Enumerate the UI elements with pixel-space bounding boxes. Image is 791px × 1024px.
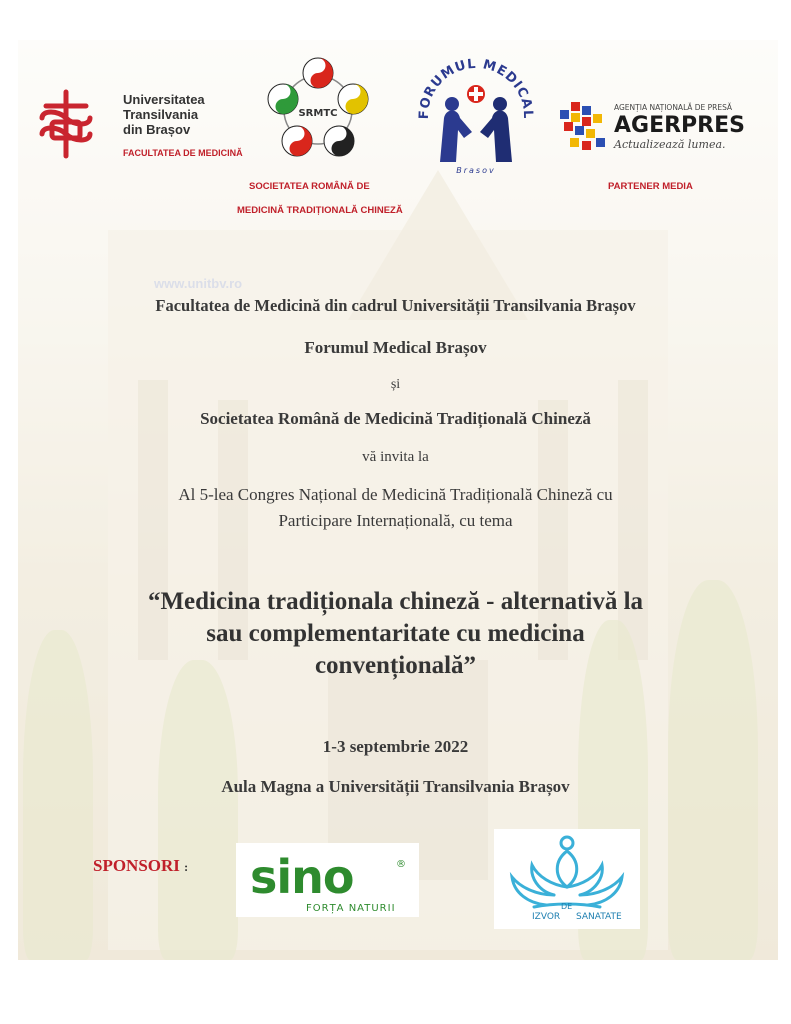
- agerpres-tagline: Actualizează lumea.: [614, 138, 726, 151]
- srmtc-yin-yang-logo: [263, 55, 373, 163]
- forum-city: Brasov: [456, 166, 496, 175]
- sino-name: sino: [250, 850, 354, 904]
- forum-arc-text: FORUMUL MEDICAL: [416, 56, 536, 120]
- srmtc-caption-line1: SOCIETATEA ROMÂNĂ DE: [249, 181, 370, 192]
- forumul-medical-logo: [414, 54, 538, 178]
- utb-faculty: FACULTATEA DE MEDICINĂ: [123, 148, 243, 158]
- izvor-mid: DE: [561, 902, 573, 911]
- congress-theme-title: “Medicina tradiționala chineză - alternativă la sau complementaritate cu medicina convențională”: [147, 588, 644, 679]
- invitation-line-forum: Forumul Medical Brașov: [304, 338, 487, 357]
- invitation-line-society: Societatea Română de Medicină Tradițională Chineză: [200, 409, 591, 428]
- utb-caduceus-logo: [30, 88, 102, 160]
- sino-registered: ®: [396, 859, 406, 870]
- congress-name: Al 5-lea Congres Național de Medicină Tradițională Chineză cu Participare Internațională, cu tema: [178, 485, 613, 530]
- agerpres-logo: [556, 96, 756, 160]
- izvor-left: IZVOR: [532, 912, 561, 922]
- watermark-url: www.unitbv.ro: [154, 276, 243, 291]
- agerpres-name: AGERPRES: [614, 113, 745, 138]
- sino-tagline: FORȚA NATURII: [306, 903, 396, 914]
- izvor-de-sanatate-sponsor-logo: [494, 829, 640, 929]
- utb-name: Universitatea Transilvania din Brașov: [123, 92, 205, 137]
- invitation-line-and: și: [390, 377, 401, 392]
- srmtc-caption-line2: MEDICINĂ TRADIȚIONALĂ CHINEZĂ: [237, 205, 403, 216]
- agerpres-agency: AGENȚIA NAȚIONALĂ DE PRESĂ: [614, 103, 733, 112]
- srmtc-badge: SRMTC: [298, 108, 338, 119]
- agerpres-caption: PARTENER MEDIA: [608, 181, 693, 192]
- congress-venue: Aula Magna a Universității Transilvania Brașov: [221, 777, 570, 796]
- congress-date: 1-3 septembrie 2022: [322, 737, 469, 756]
- izvor-right: SANATATE: [576, 912, 622, 922]
- sponsors-label: SPONSORI :: [93, 856, 189, 875]
- invitation-line-faculty: Facultatea de Medicină din cadrul Universității Transilvania Brașov: [155, 296, 636, 315]
- invitation-line-invites: vă invita la: [362, 449, 429, 465]
- sino-sponsor-logo: [236, 843, 419, 917]
